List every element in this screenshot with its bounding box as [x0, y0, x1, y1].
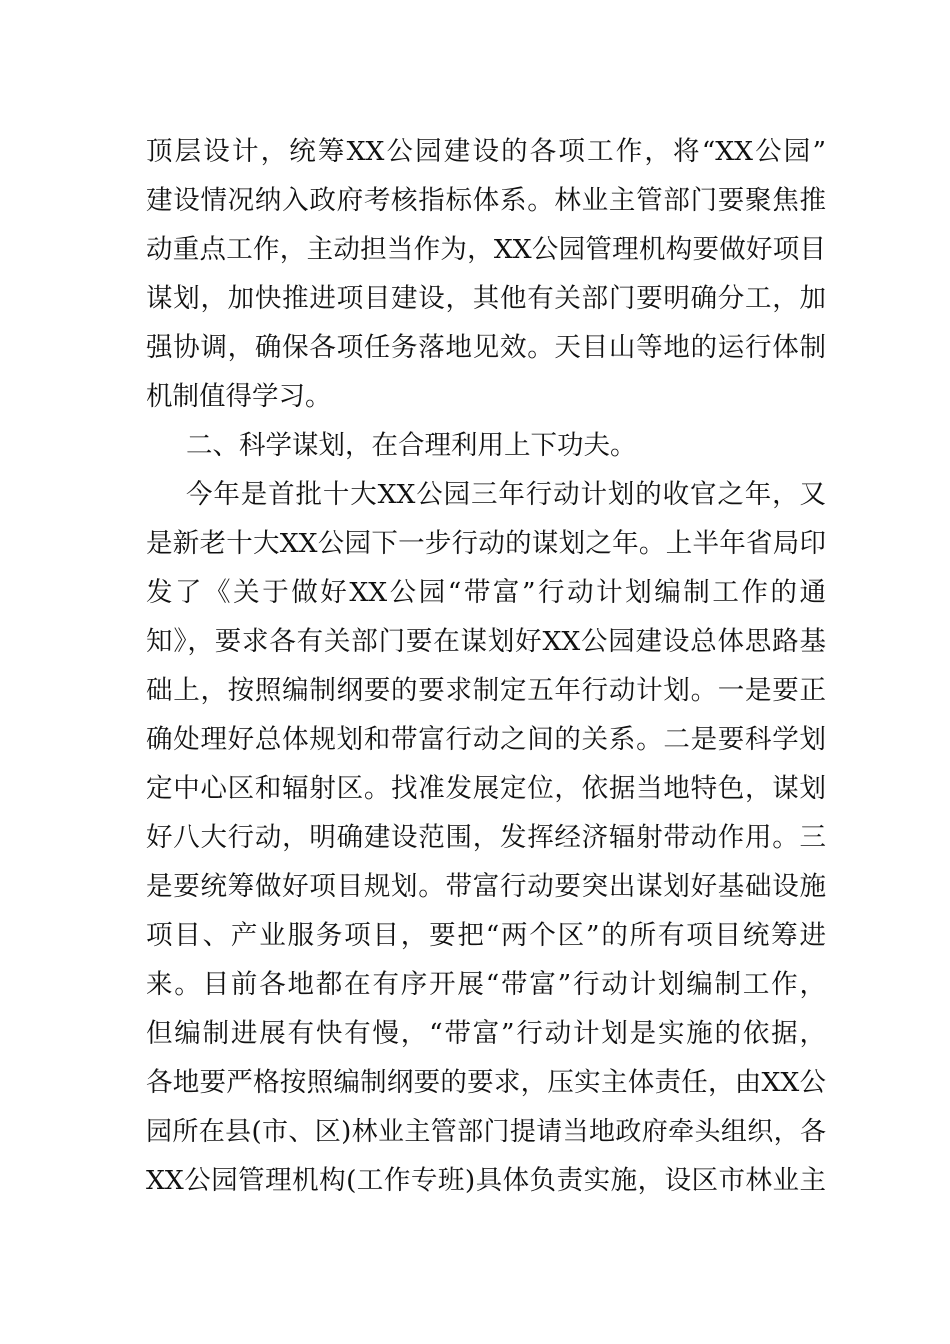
text-line-12: 础上，按照编制纲要的要求制定五年行动计划。一是要正 — [146, 675, 826, 706]
text-line-2: 建设情况纳入政府考核指标体系。林业主管部门要聚焦推 — [146, 185, 826, 216]
text-line-8: 今年是首批十大XX公园三年行动计划的收官之年，又 — [186, 479, 826, 510]
text-line-22: XX公园管理机构(工作专班)具体负责实施，设区市林业主 — [146, 1165, 826, 1196]
text-line-18: 来。目前各地都在有序开展“带富”行动计划编制工作， — [146, 969, 826, 1000]
text-line-6: 机制值得学习。 — [146, 381, 332, 412]
text-line-20: 各地要严格按照编制纲要的要求，压实主体责任，由XX公 — [146, 1067, 826, 1098]
text-line-13: 确处理好总体规划和带富行动之间的关系。二是要科学划 — [146, 724, 826, 755]
text-line-10: 发了《关于做好XX公园“带富”行动计划编制工作的通 — [146, 577, 826, 608]
text-line-4: 谋划，加快推进项目建设，其他有关部门要明确分工，加 — [146, 283, 826, 314]
text-line-16: 是要统筹做好项目规划。带富行动要突出谋划好基础设施 — [146, 871, 826, 902]
text-line-5: 强协调，确保各项任务落地见效。天目山等地的运行体制 — [146, 332, 826, 363]
text-line-1: 顶层设计，统筹XX公园建设的各项工作，将“XX公园” — [146, 136, 826, 167]
text-line-19: 但编制进展有快有慢，“带富”行动计划是实施的依据， — [146, 1018, 826, 1049]
text-line-17: 项目、产业服务项目，要把“两个区”的所有项目统筹进 — [146, 920, 826, 951]
text-line-14: 定中心区和辐射区。找准发展定位，依据当地特色，谋划 — [146, 773, 826, 804]
section-heading: 二、科学谋划，在合理利用上下功夫。 — [186, 430, 637, 461]
text-line-3: 动重点工作，主动担当作为，XX公园管理机构要做好项目 — [146, 234, 826, 265]
text-line-21: 园所在县(市、区)林业主管部门提请当地政府牵头组织，各 — [146, 1117, 826, 1147]
text-line-9: 是新老十大XX公园下一步行动的谋划之年。上半年省局印 — [146, 528, 826, 559]
text-line-11: 知》，要求各有关部门要在谋划好XX公园建设总体思路基 — [146, 626, 826, 657]
text-line-15: 好八大行动，明确建设范围，发挥经济辐射带动作用。三 — [146, 822, 826, 853]
